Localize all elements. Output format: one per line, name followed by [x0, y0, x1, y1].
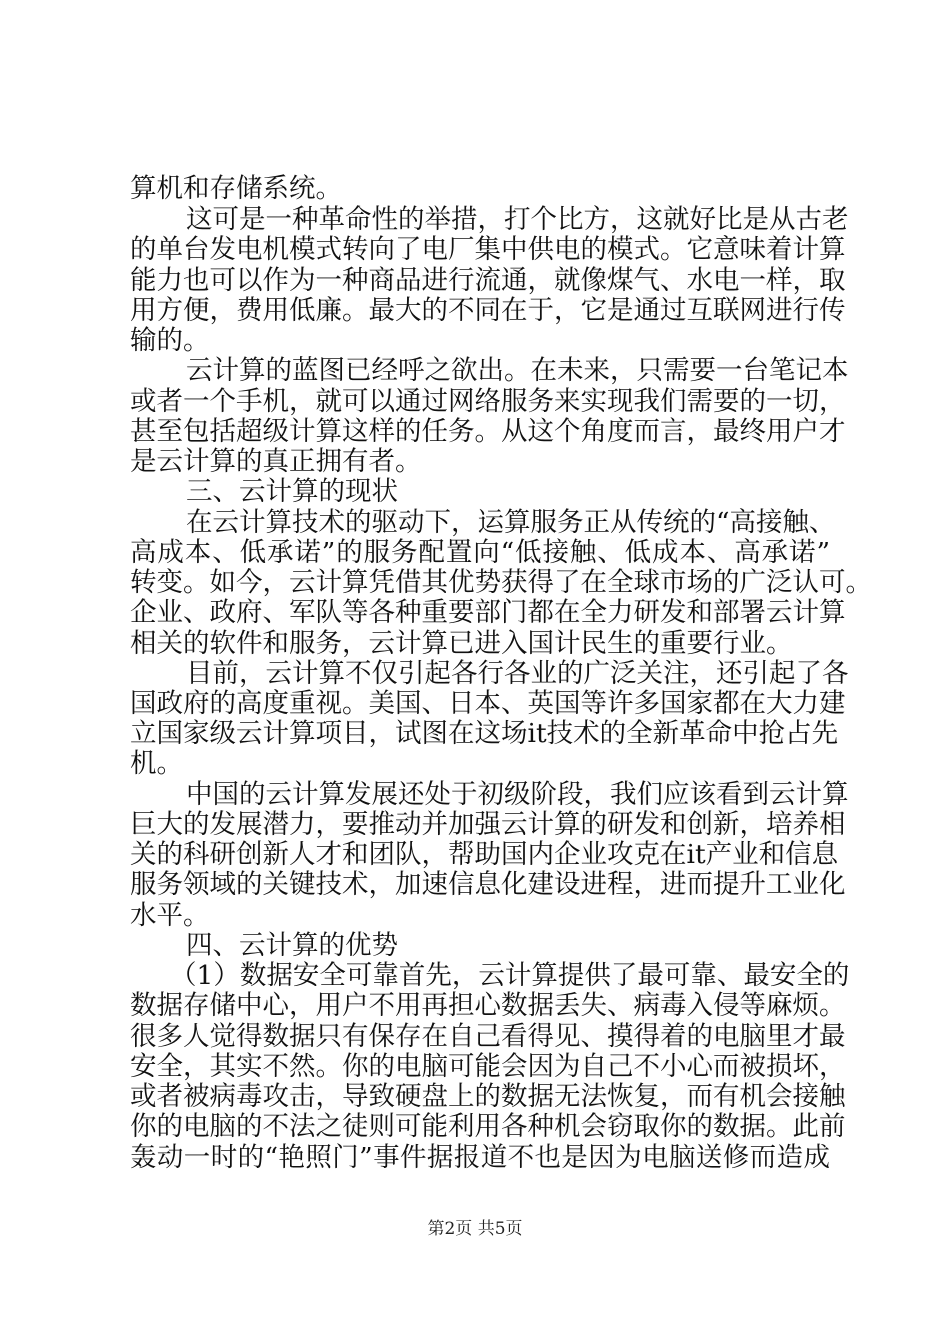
page-number-footer: 第2页 共5页: [427, 1219, 523, 1239]
text-line: 目前，云计算不仅引起各行各业的广泛关注，还引起了各: [186, 658, 849, 689]
text-line: 机。: [130, 748, 183, 779]
text-line: 能力也可以作为一种商品进行流通，就像煤气、水电一样，取: [130, 265, 846, 296]
text-line: 立国家级云计算项目，试图在这场it技术的全新革命中抢占先: [130, 718, 839, 749]
text-line: 的单台发电机模式转向了电厂集中供电的模式。它意味着计算: [130, 234, 846, 265]
text-line: 中国的云计算发展还处于初级阶段，我们应该看到云计算: [186, 779, 849, 810]
text-line: 或者被病毒攻击，导致硬盘上的数据无法恢复，而有机会接触: [130, 1081, 846, 1112]
text-line: 用方便，费用低廉。最大的不同在于，它是通过互联网进行传: [130, 295, 846, 326]
text-line: 云计算的蓝图已经呼之欲出。在未来，只需要一台笔记本: [186, 355, 849, 386]
text-line: （1）数据安全可靠首先，云计算提供了最可靠、最安全的: [170, 960, 850, 991]
text-line: 关的科研创新人才和团队，帮助国内企业攻克在it产业和信息: [130, 839, 839, 870]
text-line: 你的电脑的不法之徒则可能利用各种机会窃取你的数据。此前: [130, 1111, 846, 1142]
text-line: 高成本、低承诺”的服务配置向“低接触、低成本、高承诺”: [130, 537, 830, 568]
text-line: 服务领域的关键技术，加速信息化建设进程，进而提升工业化: [130, 869, 846, 900]
text-line: 甚至包括超级计算这样的任务。从这个角度而言，最终用户才: [130, 416, 846, 447]
text-line: 输的。: [130, 325, 210, 356]
text-line: 是云计算的真正拥有者。: [130, 446, 422, 477]
section-heading: 四、云计算的优势: [186, 930, 398, 961]
text-line: 很多人觉得数据只有保存在自己看得见、摸得着的电脑里才最: [130, 1021, 846, 1052]
section-heading: 三、云计算的现状: [186, 476, 398, 507]
text-line: 企业、政府、军队等各种重要部门都在全力研发和部署云计算: [130, 597, 846, 628]
text-line: 水平。: [130, 900, 210, 931]
text-line: 数据存储中心，用户不用再担心数据丢失、病毒入侵等麻烦。: [130, 990, 846, 1021]
text-line: 或者一个手机，就可以通过网络服务来实现我们需要的一切，: [130, 386, 846, 417]
text-line: 巨大的发展潜力，要推动并加强云计算的研发和创新，培养相: [130, 809, 846, 840]
text-line: 在云计算技术的驱动下，运算服务正从传统的“高接触、: [186, 507, 836, 538]
text-line: 安全，其实不然。你的电脑可能会因为自己不小心而被损坏，: [130, 1051, 846, 1082]
text-line: 相关的软件和服务，云计算已进入国计民生的重要行业。: [130, 628, 793, 659]
text-line: 这可是一种革命性的举措，打个比方，这就好比是从古老: [186, 204, 849, 235]
text-line: 转变。如今，云计算凭借其优势获得了在全球市场的广泛认可。: [130, 567, 872, 598]
text-line: 轰动一时的“艳照门”事件据报道不也是因为电脑送修而造成: [130, 1142, 830, 1173]
text-line: 国政府的高度重视。美国、日本、英国等许多国家都在大力建: [130, 688, 846, 719]
text-line: 算机和存储系统。: [130, 173, 342, 204]
